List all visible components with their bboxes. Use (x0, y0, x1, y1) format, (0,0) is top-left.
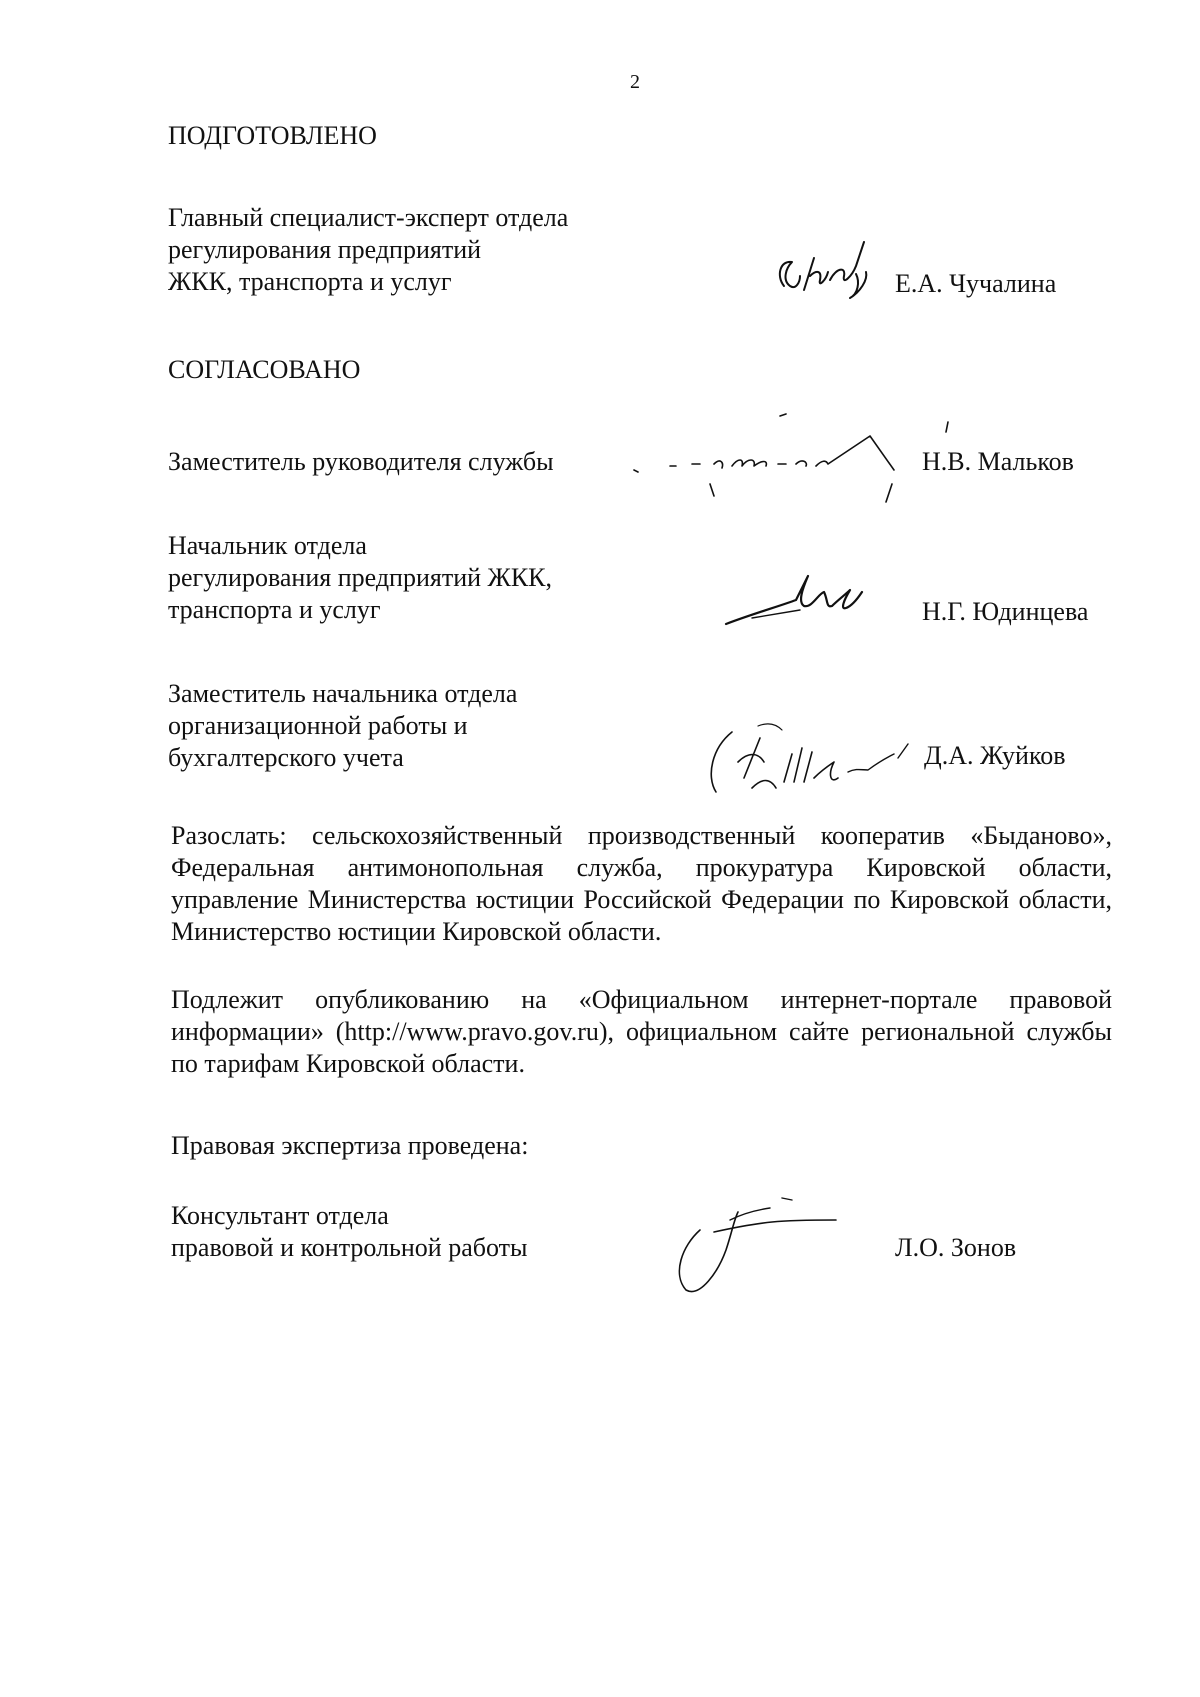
agreed-heading: СОГЛАСОВАНО (168, 355, 361, 384)
signature-chuchalina (770, 236, 900, 306)
distribution-paragraph: Разослать: сельскохозяйственный производственный кооператив «Быданово», Федеральная антимонопольная служба, прокуратура Кировской области, управление Министерства юстиции Российской Федерации по Кировской области, Министерство юстиции Кировской области. (171, 821, 1112, 946)
agreed-1-name: Н.В. Мальков (922, 447, 1074, 476)
agreed-2-position-line-1: Начальник отдела (168, 531, 367, 560)
agreed-3-name: Д.А. Жуйков (924, 741, 1066, 770)
agreed-2-name: Н.Г. Юдинцева (922, 597, 1089, 626)
agreed-3-position-line-2: организационной работы и (168, 711, 468, 740)
prepared-position-line-3: ЖКК, транспорта и услуг (168, 267, 452, 296)
agreed-3-position-line-1: Заместитель начальника отдела (168, 679, 518, 708)
prepared-position-line-1: Главный специалист-эксперт отдела (168, 203, 569, 232)
signature-zonov (672, 1190, 842, 1300)
signature-zhuikov (698, 718, 938, 800)
prepared-name: Е.А. Чучалина (895, 269, 1057, 298)
legal-review-name: Л.О. Зонов (895, 1233, 1017, 1262)
agreed-2-position-line-2: регулирования предприятий ЖКК, (168, 563, 553, 592)
signature-malkov (630, 406, 960, 506)
signature-yudintseva (722, 570, 872, 630)
publication-paragraph: Подлежит опубликованию на «Официальном интернет-портале правовой информации» (http://www.pravo.gov.ru), официальном сайте региональной службы по тарифам Кировской области. (171, 985, 1112, 1078)
prepared-position-line-2: регулирования предприятий (168, 235, 482, 264)
page-number: 2 (630, 71, 640, 93)
prepared-heading: ПОДГОТОВЛЕНО (168, 121, 377, 150)
agreed-2-position-line-3: транспорта и услуг (168, 595, 381, 624)
legal-review-heading: Правовая экспертиза проведена: (171, 1131, 529, 1160)
legal-review-position-line-2: правовой и контрольной работы (171, 1233, 528, 1262)
agreed-3-position-line-3: бухгалтерского учета (168, 743, 404, 772)
legal-review-position-line-1: Консультант отдела (171, 1201, 389, 1230)
agreed-1-position-line-1: Заместитель руководителя службы (168, 447, 554, 476)
